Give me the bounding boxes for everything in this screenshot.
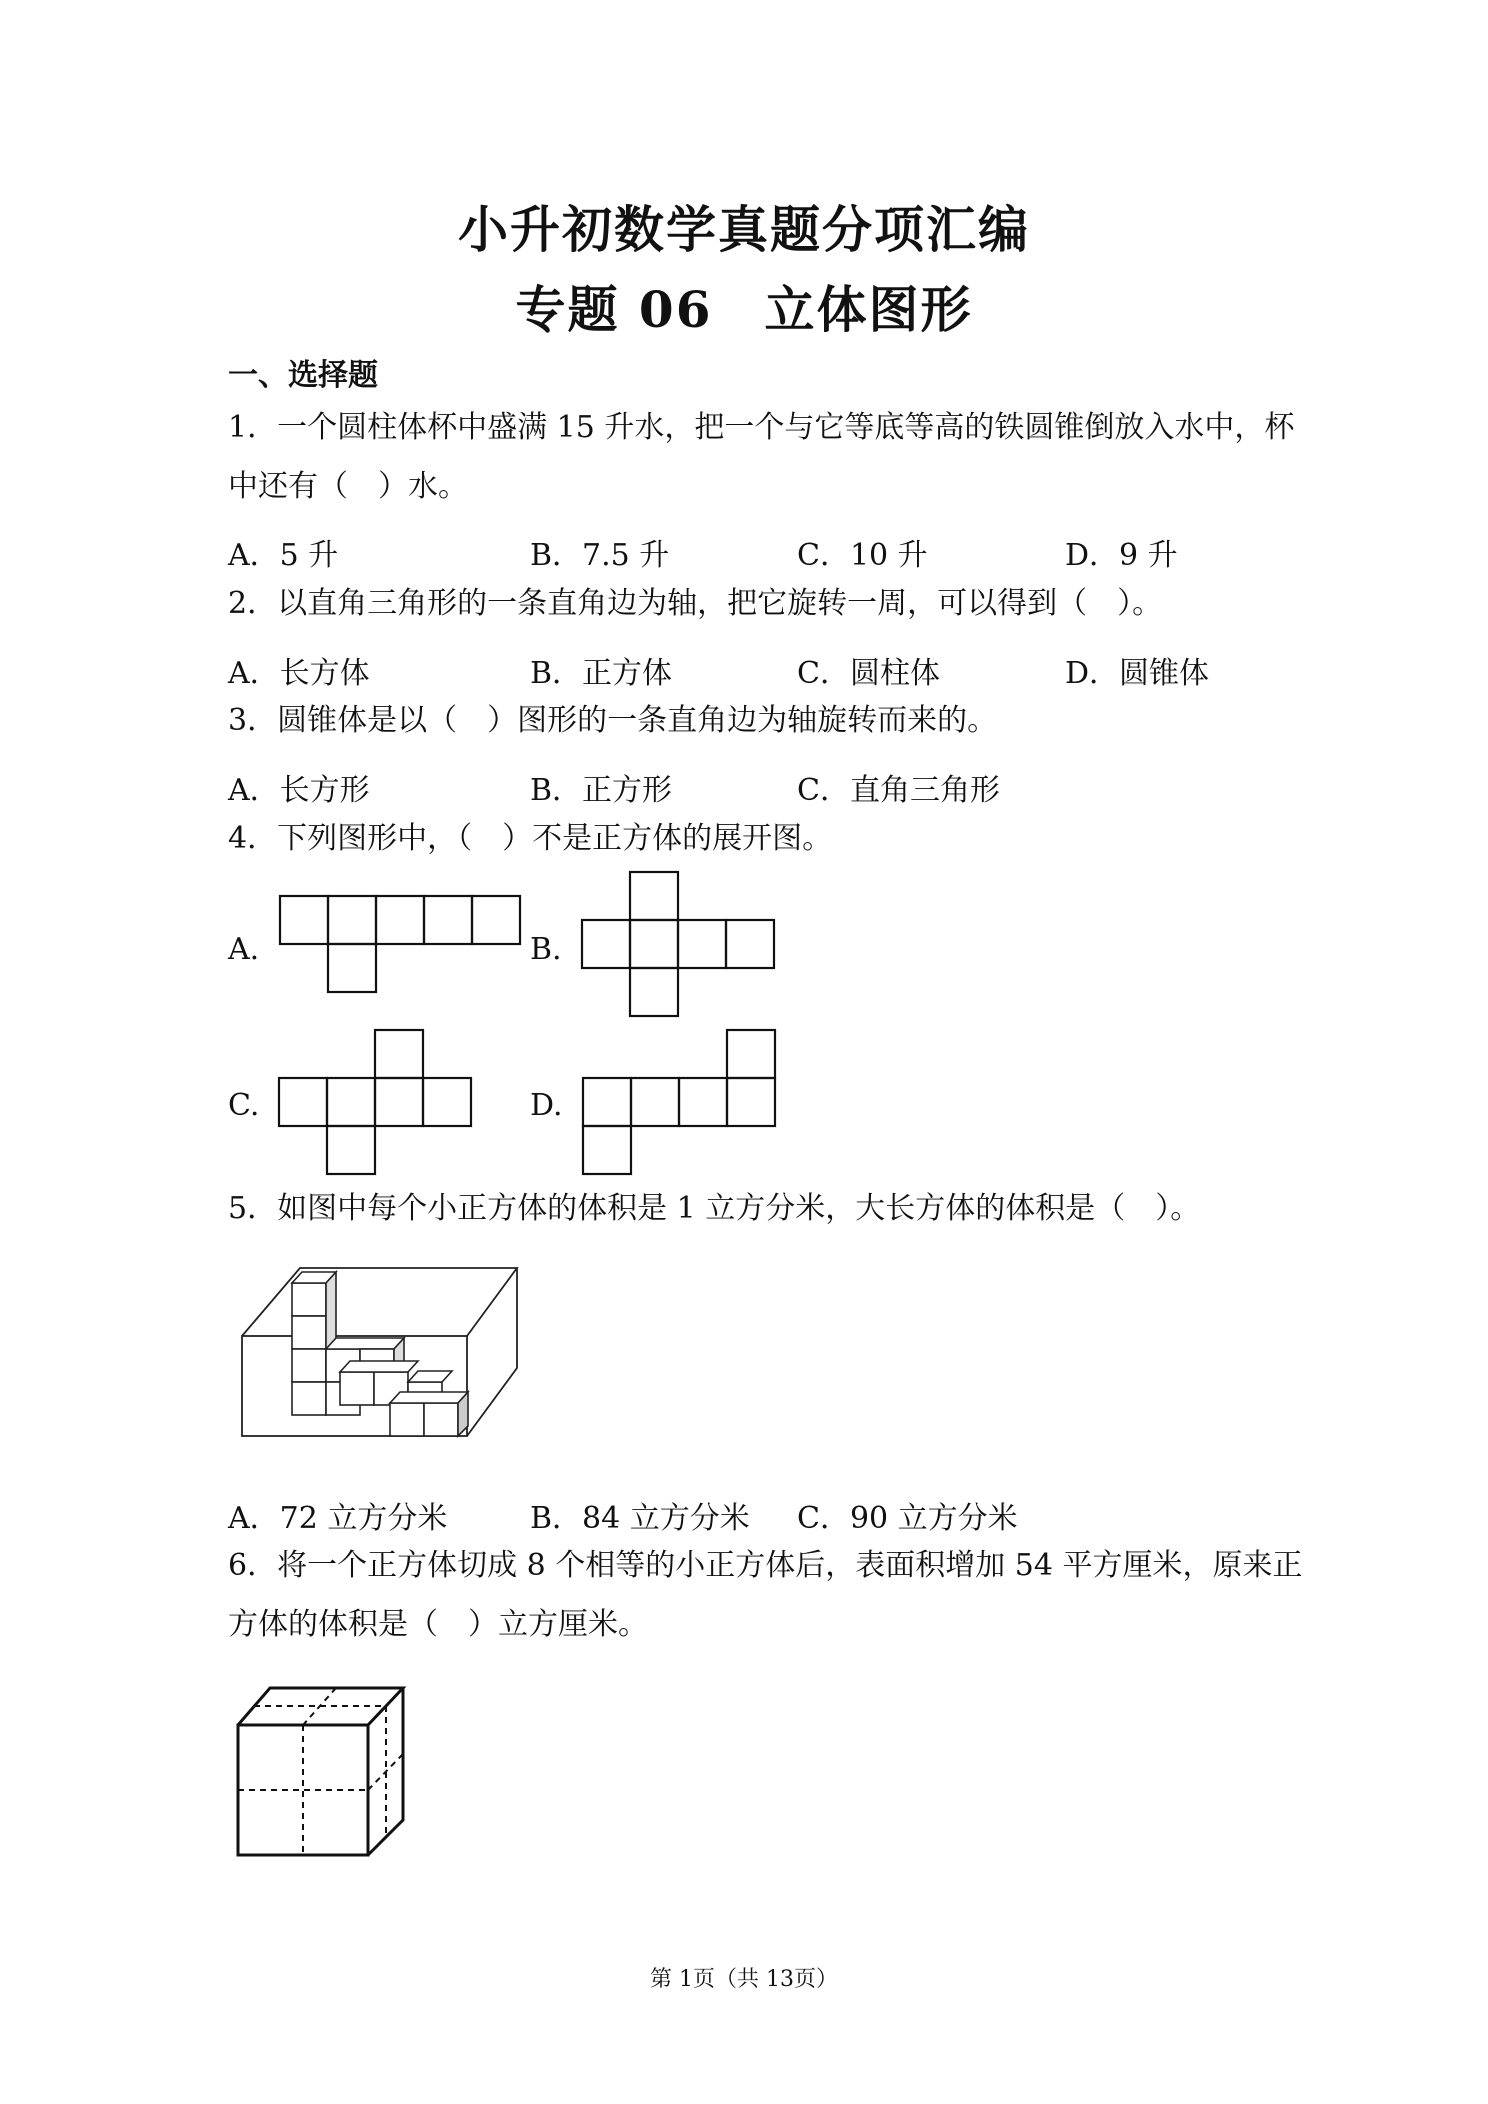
q1-option-c: C．10 升	[797, 538, 928, 573]
question-3-line1: 3．圆锥体是以（ ）图形的一条直角边为轴旋转而来的。	[228, 703, 998, 738]
question-5-line1: 5．如图中每个小正方体的体积是 1 立方分米，大长方体的体积是（ ）。	[228, 1191, 1201, 1226]
question-1-line2: 中还有（ ）水。	[228, 469, 468, 504]
q4-option-d-label: D.	[530, 1088, 563, 1123]
q2-option-a: A．长方体	[228, 656, 370, 691]
section-heading: 一、选择题	[228, 358, 378, 393]
q4-option-c-label: C.	[228, 1088, 260, 1123]
q1-option-d: D．9 升	[1065, 538, 1178, 573]
q3-option-b: B．正方形	[530, 773, 673, 808]
question-1-line1: 1．一个圆柱体杯中盛满 15 升水，把一个与它等底等高的铁圆锥倒放入水中，杯	[228, 410, 1295, 445]
q5-option-b: B．84 立方分米	[530, 1501, 750, 1536]
page-footer: 第 1页（共 13页）	[650, 1967, 838, 1992]
q3-option-c: C．直角三角形	[797, 773, 1000, 808]
q5-option-c: C．90 立方分米	[797, 1501, 1018, 1536]
q2-option-d: D．圆锥体	[1065, 656, 1210, 691]
q3-option-a: A．长方形	[228, 773, 370, 808]
q1-option-b: B．7.5 升	[530, 538, 670, 573]
q5-option-a: A．72 立方分米	[228, 1501, 448, 1536]
question-4-line1: 4．下列图形中，（ ）不是正方体的展开图。	[228, 821, 833, 856]
q4-option-b-label: B.	[530, 932, 562, 967]
page-title: 小升初数学真题分项汇编	[458, 200, 1030, 259]
question-6-line1: 6．将一个正方体切成 8 个相等的小正方体后，表面积增加 54 平方厘米，原来正	[228, 1548, 1303, 1583]
q1-option-a: A．5 升	[228, 538, 339, 573]
q2-option-b: B．正方体	[530, 656, 673, 691]
q4-option-a-label: A.	[228, 932, 260, 967]
q2-option-c: C．圆柱体	[797, 656, 940, 691]
question-6-line2: 方体的体积是（ ）立方厘米。	[228, 1607, 648, 1642]
question-2-line1: 2．以直角三角形的一条直角边为轴，把它旋转一周，可以得到（ ）。	[228, 586, 1163, 621]
page-subtitle: 专题 06 立体图形	[515, 280, 973, 339]
